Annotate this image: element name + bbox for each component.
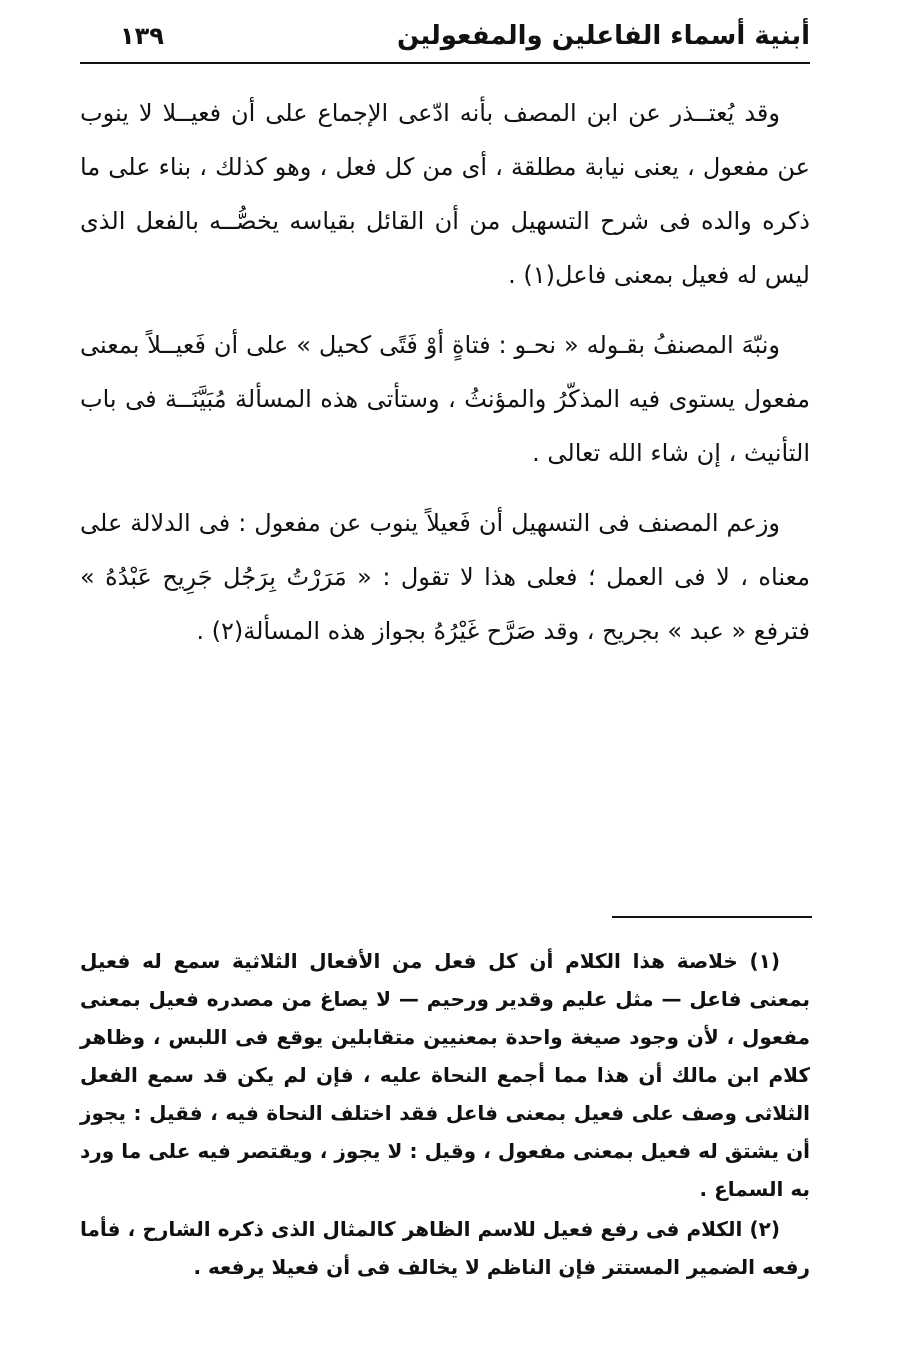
running-title: أبنية أسماء الفاعلين والمفعولين (396, 21, 810, 51)
page-number: ١٣٩ (120, 22, 164, 50)
page-header (80, 14, 810, 58)
footnotes (80, 942, 810, 1288)
main-text (80, 86, 810, 674)
header-divider (80, 62, 810, 64)
footnote: (١) خلاصة هذا الكلام أن كل فعل من الأفعال الثلاثية سمع له فعيل بمعنى فاعل — مثل عليم وقدير ورحيم — لا يصاغ من مصدره فعيل بمعنى مفعول ، لأن وجود صيغة واحدة بمعنيين متقابلين يوقع فى اللبس ، وظاهر كلام ابن مالك أن هذا مما أجمع النحاة عليه ، فإن لم يكن قد سمع الفعل الثلاثى وصف على فعيل بمعنى فاعل فقد اختلف النحاة فيه ، فقيل : يجوز أن يشتق له فعيل بمعنى مفعول ، وقيل : لا يجوز ، ويقتصر فيه على ما ورد به السماع . (80, 949, 810, 1201)
footnote: (٢) الكلام فى رفع فعيل للاسم الظاهر كالمثال الذى ذكره الشارح ، فأما رفعه الضمير المستتر فإن الناظم لا يخالف فى أن فعيلا يرفعه . (80, 1217, 810, 1279)
body-paragraph: وقد يُعتــذر عن ابن المصف بأنه ادّعى الإجماع على أن فعيــلا لا ينوب عن مفعول ، يعنى نيابة مطلقة ، أى من كل فعل ، وهو كذلك ، بناء على ما ذكره والده فى شرح التسهيل من أن القائل بقياسه يخصُّــه بالفعل الذى ليس له فعيل بمعنى فاعل(١) . (80, 99, 810, 289)
footnote-divider (612, 916, 812, 918)
body-paragraph: وزعم المصنف فى التسهيل أن فَعيلاً ينوب عن مفعول : فى الدلالة على معناه ، لا فى العمل ؛ فعلى هذا لا تقول : « مَرَرْتُ بِرَجُل جَرِيح عَبْدُهُ » فترفع « عبد » بجريح ، وقد صَرَّح غَيْرُهُ بجواز هذه المسألة(٢) . (80, 509, 810, 645)
body-paragraph: ونبّهَ المصنفُ بقـوله « نحـو : فتاةٍ أوْ فَتًى كحيل » على أن فَعيــلاً بمعنى مفعول يستوى فيه المذكّرُ والمؤنثُ ، وستأتى هذه المسألة مُبَيَّنَــة فى باب التأنيث ، إن شاء الله تعالى . (80, 331, 810, 467)
